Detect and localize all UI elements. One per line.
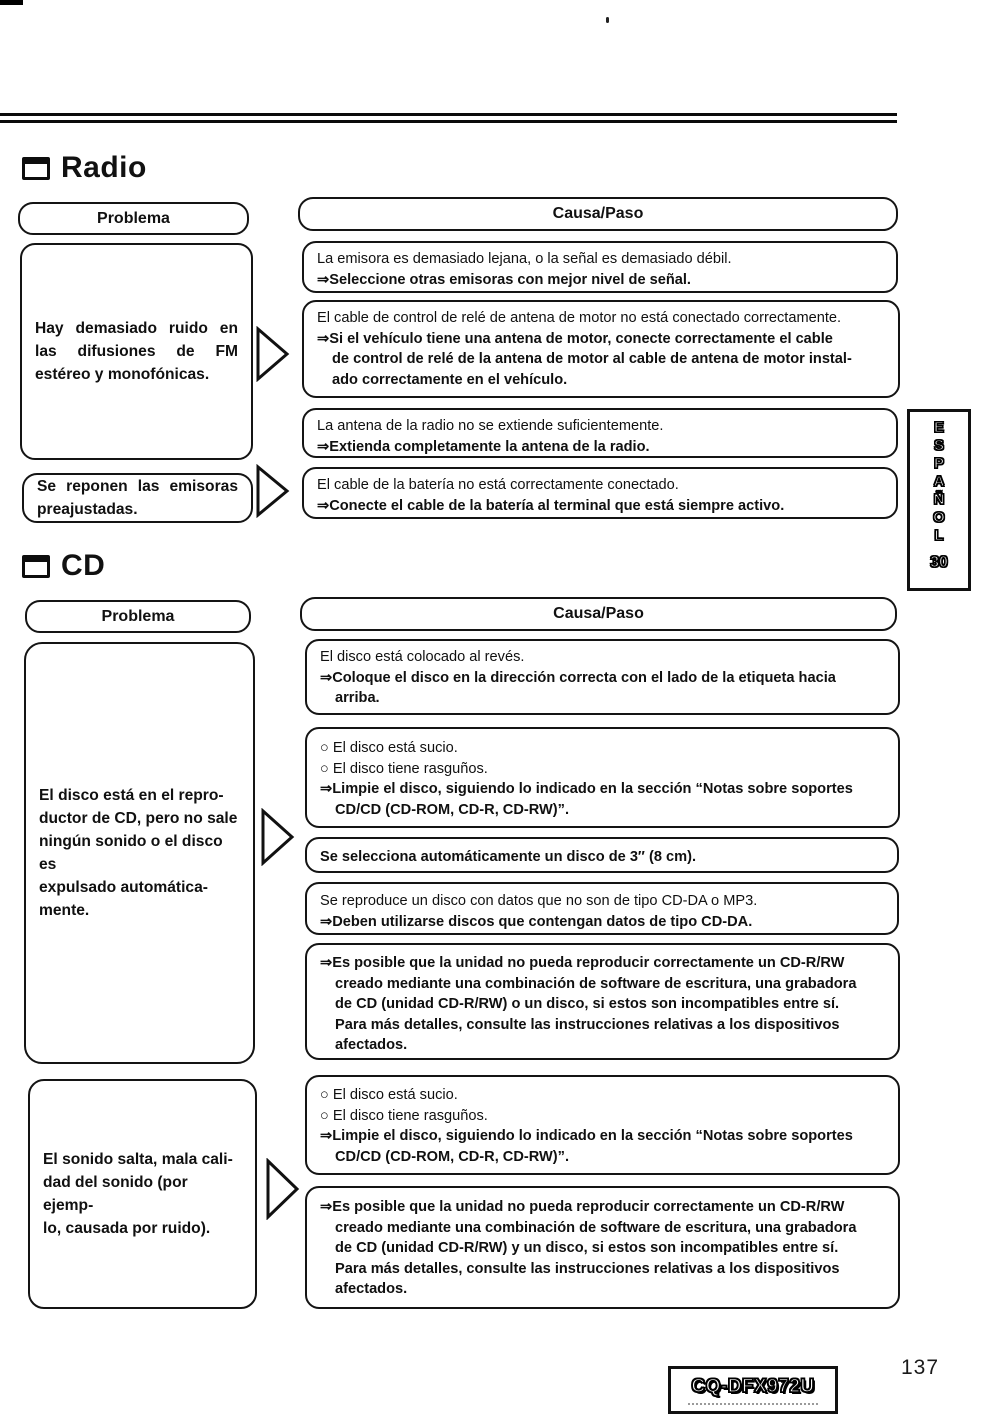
scan-corner-mark xyxy=(0,0,23,5)
header-rule-top xyxy=(0,113,897,116)
text-line: Para más detalles, consulte las instrucciones relativas a los dispositivos xyxy=(335,1260,840,1277)
text-line: ⇒Seleccione otras emisoras con mejor nivel de señal. xyxy=(317,271,691,288)
text-line: ⇒Extienda completamente la antena de la radio. xyxy=(317,438,650,455)
text-line: arriba. xyxy=(335,690,380,706)
text-line: ○ El disco tiene rasguños. xyxy=(320,760,488,777)
text-line: El cable de la batería no está correctamente conectado. xyxy=(317,477,679,493)
text-line: La antena de la radio no se extiende suficientemente. xyxy=(317,418,664,434)
cd-problem-box-1 xyxy=(24,642,255,1064)
radio-cause-box-1 xyxy=(302,241,898,293)
cd-section-title xyxy=(22,549,105,583)
cd-cause-box-7 xyxy=(305,1186,900,1309)
text-line: estéreo y monofónicas. xyxy=(35,366,210,383)
text-line: de CD (unidad CD-R/RW) o un disco, si estos son incompatibles entre sí. xyxy=(335,996,840,1012)
cd-problem-1-text xyxy=(26,784,253,922)
cd-cause-header xyxy=(300,597,897,631)
radio-problem-2-text xyxy=(24,475,251,521)
cd-cause-box-1 xyxy=(305,639,900,715)
cd-cause-box-6 xyxy=(305,1075,900,1175)
side-tab-page-ref: 30 xyxy=(930,554,948,571)
right-arrow-icon xyxy=(256,326,290,382)
text-line: creado mediante una combinación de software de escritura, una grabadora xyxy=(335,1219,857,1236)
text-line: Se reproduce un disco con datos que no son de tipo CD-DA o MP3. xyxy=(320,893,758,909)
model-number-text: CQ-DFX972U xyxy=(691,1375,815,1397)
radio-problem-header xyxy=(18,202,249,235)
text-line: ○ El disco está sucio. xyxy=(320,1087,458,1103)
text-line: Se selecciona automáticamente un disco de 3″ (8 cm). xyxy=(320,849,697,865)
text-line: las difusiones de FM xyxy=(35,343,238,360)
text-line: ⇒Conecte el cable de la batería al terminal que está siempre activo. xyxy=(317,497,785,514)
text-line: CD/CD (CD-ROM, CD-R, CD-RW)”. xyxy=(335,801,570,818)
text-line: afectados. xyxy=(335,1281,408,1297)
text-line: ⇒Es posible que la unidad no pueda reproducir correctamente un CD-R/RW xyxy=(320,1199,845,1215)
cd-cause-box-3 xyxy=(305,837,899,873)
text-line: ⇒Es posible que la unidad no pueda reproducir correctamente un CD-R/RW xyxy=(320,955,845,971)
text-line: ductor de CD, pero no sale xyxy=(39,810,238,827)
scan-dot-artifact xyxy=(606,17,609,23)
side-tab-language-label: ESPAÑOL xyxy=(930,419,948,545)
page-number: 137 xyxy=(901,1356,940,1379)
text-line: ningún sonido o el disco es xyxy=(39,833,223,873)
section-square-icon xyxy=(22,157,50,180)
right-arrow-icon xyxy=(256,464,290,518)
model-number-badge xyxy=(668,1366,838,1414)
radio-problem-box-1 xyxy=(20,243,253,460)
radio-cause-header-label: Causa/Paso xyxy=(552,205,644,222)
radio-cause-box-3 xyxy=(302,408,898,458)
radio-cause-header xyxy=(298,197,898,231)
right-arrow-icon xyxy=(261,808,295,866)
scan-noise-line xyxy=(688,1403,818,1405)
cd-cause-box-4 xyxy=(305,882,899,935)
text-line: ○ El disco tiene rasguños. xyxy=(320,1107,488,1124)
text-line: La emisora es demasiado lejana, o la señal es demasiado débil. xyxy=(317,251,732,267)
text-line: expulsado automática- xyxy=(39,879,208,896)
radio-cause-box-2 xyxy=(302,300,900,398)
cd-cause-header-label: Causa/Paso xyxy=(553,605,644,622)
text-line: ⇒Deben utilizarse discos que contengan datos de tipo CD-DA. xyxy=(320,913,753,930)
section-square-icon xyxy=(22,555,50,578)
text-line: ⇒Si el vehículo tiene una antena de motor, conecte correctamente el cable xyxy=(317,330,833,347)
cd-problem-2-text xyxy=(30,1148,255,1240)
text-line: El sonido salta, mala cali- xyxy=(43,1151,233,1168)
section-title-text: CD xyxy=(61,549,106,582)
text-line: afectados. xyxy=(335,1037,408,1053)
cd-cause-box-5 xyxy=(305,943,900,1060)
radio-problem-header-label: Problema xyxy=(97,209,170,227)
cd-problem-header-label: Problema xyxy=(101,607,175,625)
language-side-tab xyxy=(907,409,971,591)
header-rule-bottom xyxy=(0,120,897,123)
text-line: El disco está colocado al revés. xyxy=(320,649,525,665)
text-line: dad del sonido (por ejemp- xyxy=(43,1174,188,1214)
section-title-text: Radio xyxy=(61,151,147,184)
text-line: ⇒Limpie el disco, siguiendo lo indicado en la sección “Notas sobre soportes xyxy=(320,781,853,797)
text-line: de control de relé de la antena de motor al cable de antena de motor instal- xyxy=(332,351,852,367)
cd-problem-box-2 xyxy=(28,1079,257,1309)
text-line: ⇒Limpie el disco, siguiendo lo indicado en la sección “Notas sobre soportes xyxy=(320,1128,853,1144)
text-line: de CD (unidad CD-R/RW) y un disco, si estos son incompatibles entre sí. xyxy=(335,1240,839,1256)
text-line: El disco está en el repro- xyxy=(39,787,224,804)
text-line: El cable de control de relé de antena de motor no está conectado correctamente. xyxy=(317,310,842,326)
radio-cause-box-4 xyxy=(302,467,898,519)
text-line: ⇒Coloque el disco en la dirección correcta con el lado de la etiqueta hacia xyxy=(320,669,836,686)
text-line: preajustadas. xyxy=(37,501,138,518)
radio-problem-1-text xyxy=(22,317,251,386)
text-line: ○ El disco está sucio. xyxy=(320,740,458,756)
right-arrow-icon xyxy=(266,1158,300,1220)
text-line: Hay demasiado ruido en xyxy=(35,320,238,337)
radio-problem-box-2 xyxy=(22,473,253,523)
text-line: Se reponen las emisoras xyxy=(37,478,238,495)
text-line: creado mediante una combinación de software de escritura, una grabadora xyxy=(335,975,857,992)
text-line: CD/CD (CD-ROM, CD-R, CD-RW)”. xyxy=(335,1148,570,1165)
cd-cause-box-2 xyxy=(305,727,900,828)
text-line: lo, causada por ruido). xyxy=(43,1220,211,1237)
text-line: ado correctamente en el vehículo. xyxy=(332,371,568,388)
cd-problem-header xyxy=(25,600,251,633)
text-line: Para más detalles, consulte las instrucciones relativas a los dispositivos xyxy=(335,1016,840,1033)
radio-section-title xyxy=(22,151,147,185)
text-line: mente. xyxy=(39,902,90,919)
